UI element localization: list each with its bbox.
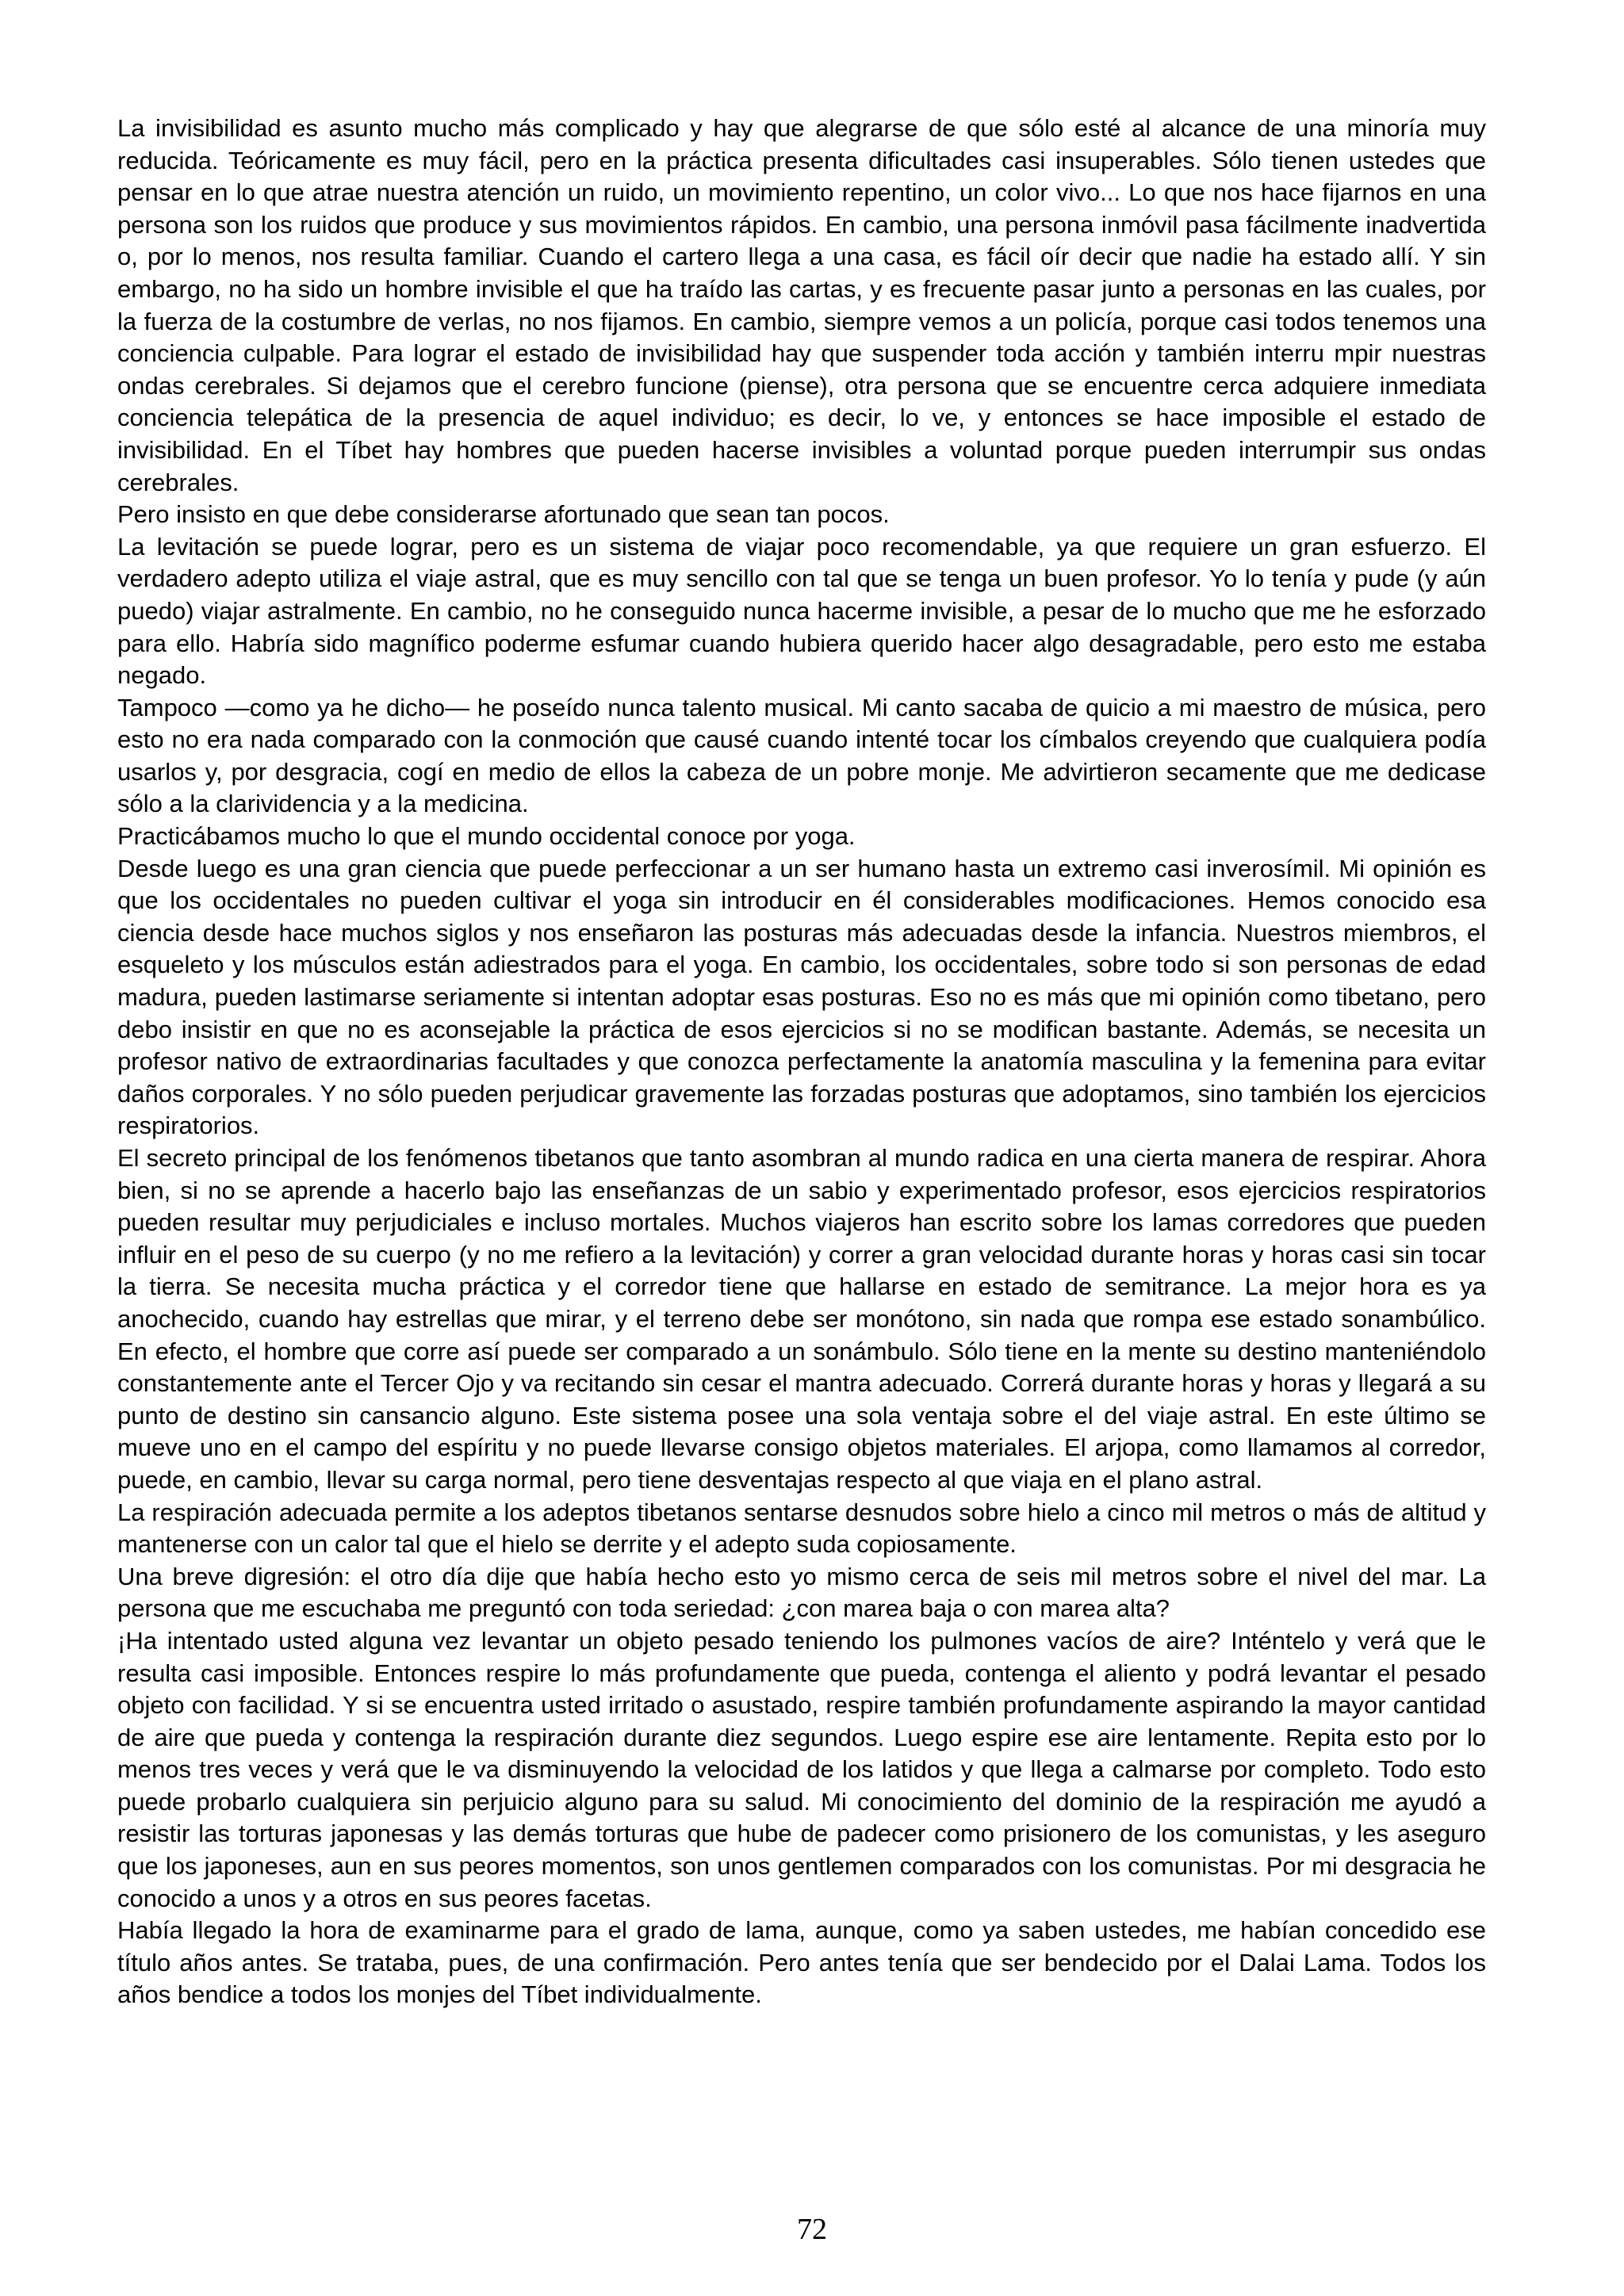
page-number: 72: [797, 2213, 827, 2246]
paragraph: El secreto principal de los fenómenos tibetanos que tanto asombran al mundo radica en una cierta manera de respirar. Ahora bien, si no se aprende a hacerlo bajo las enseñanzas de un sabio y experimentado profesor, esos ejercicios respiratorios pueden resultar muy perjudiciales e incluso mortales. Muchos viajeros han escrito sobre los lamas corredores que pueden influir en el peso de su cuerpo (y no me refiero a la levitación) y correr a gran velocidad durante horas y horas casi sin tocar la tierra. Se necesita mucha práctica y el corredor tiene que hallarse en estado de semitrance. La mejor hora es ya anochecido, cuando hay estrellas que mirar, y el terreno debe ser monótono, sin nada que rompa ese estado sonambúlico. En efecto, el hombre que corre así puede ser comparado a un sonámbulo. Sólo tiene en la mente su destino manteniéndolo constantemente ante el Tercer Ojo y va recitando sin cesar el mantra adecuado. Correrá durante horas y horas y llegará a su punto de destino sin cansancio alguno. Este sistema posee una sola ventaja sobre el del viaje astral. En este último se mueve uno en el campo del espíritu y no puede llevarse consigo objetos materiales. El arjopa, como llamamos al corredor, puede, en cambio, llevar su carga normal, pero tiene desventajas respecto al que viaja en el plano astral.: [117, 1144, 1486, 1494]
paragraph: Una breve digresión: el otro día dije que había hecho esto yo mismo cerca de seis mil metros sobre el nivel del mar. La persona que me escuchaba me preguntó con toda seriedad: ¿con marea baja o con marea alta?: [117, 1562, 1486, 1623]
paragraph: Desde luego es una gran ciencia que puede perfeccionar a un ser humano hasta un extremo casi inverosímil. Mi opinión es que los occidentales no pueden cultivar el yoga sin introducir en él considerables modificaciones. Hemos conocido esa ciencia desde hace muchos siglos y nos enseñaron las posturas más adecuadas desde la infancia. Nuestros miembros, el esqueleto y los músculos están adiestrados para el yoga. En cambio, los occidentales, sobre todo si son personas de edad madura, pueden lastimarse seriamente si intentan adoptar esas posturas. Eso no es más que mi opinión como tibetano, pero debo insistir en que no es aconsejable la práctica de esos ejercicios si no se modifican bastante. Además, se necesita un profesor nativo de extraordinarias facultades y que conozca perfectamente la anatomía masculina y la femenina para evitar daños corporales. Y no sólo pueden perjudicar gravemente las forzadas posturas que adoptamos, sino también los ejercicios respiratorios.: [117, 854, 1486, 1140]
paragraph: La invisibilidad es asunto mucho más complicado y hay que alegrarse de que sólo esté al alcance de una minoría muy reducida. Teóricamente es muy fácil, pero en la práctica presenta dificultades casi insuperables. Sólo tienen ustedes que pensar en lo que atrae nuestra atención un ruido, un movimiento repentino, un color vivo... Lo que nos hace fijarnos en una persona son los ruidos que produce y sus movimientos rápidos. En cambio, una persona inmóvil pasa fácilmente inadvertida o, por lo menos, nos resulta familiar. Cuando el cartero llega a una casa, es fácil oír decir que nadie ha estado allí. Y sin embargo, no ha sido un hombre invisible el que ha traído las cartas, y es frecuente pasar junto a personas en las cuales, por la fuerza de la costumbre de verlas, no nos fijamos. En cambio, siempre vemos a un policía, porque casi todos tenemos una conciencia culpable. Para lograr el estado de invisibilidad hay que suspender toda acción y también interru mpir nuestras ondas cerebrales. Si dejamos que el cerebro funcione (piense), otra persona que se encuentre cerca adquiere inmediata conciencia telepática de la presencia de aquel individuo; es decir, lo ve, y entonces se hace imposible el estado de invisibilidad. En el Tíbet hay hombres que pueden hacerse invisibles a voluntad porque pueden interrumpir sus ondas cerebrales.: [117, 114, 1486, 496]
paragraph: La respiración adecuada permite a los adeptos tibetanos sentarse desnudos sobre hielo a cinco mil metros o más de altitud y mantenerse con un calor tal que el hielo se derrite y el adepto suda copiosamente.: [117, 1498, 1486, 1559]
paragraph: La levitación se puede lograr, pero es un sistema de viajar poco recomendable, ya que requiere un gran esfuerzo. El verdadero adepto utiliza el viaje astral, que es muy sencillo con tal que se tenga un buen profesor. Yo lo tenía y pude (y aún puedo) viajar astralmente. En cambio, no he conseguido nunca hacerme invisible, a pesar de lo mucho que me he esforzado para ello. Habría sido magnífico poderme esfumar cuando hubiera querido hacer algo desagradable, pero esto me estaba negado.: [117, 532, 1486, 690]
paragraph: Tampoco —como ya he dicho— he poseído nunca talento musical. Mi canto sacaba de quicio a mi maestro de música, pero esto no era nada comparado con la conmoción que causé cuando intenté tocar los címbalos creyendo que cualquiera podía usarlos y, por desgracia, cogí en medio de ellos la cabeza de un pobre monje. Me advirtieron secamente que me dedicase sólo a la clarividencia y a la medicina.: [117, 693, 1486, 818]
page-body: [117, 113, 1486, 2206]
paragraph: Practicábamos mucho lo que el mundo occidental conoce por yoga.: [117, 822, 856, 851]
paragraph: Había llegado la hora de examinarme para el grado de lama, aunque, como ya saben ustedes, me habían concedido ese título años antes. Se trataba, pues, de una confirmación. Pero antes tenía que ser bendecido por el Dalai Lama. Todos los años bendice a todos los monjes del Tíbet individualmente.: [117, 1916, 1486, 2009]
paragraph: Pero insisto en que debe considerarse afortunado que sean tan pocos.: [117, 500, 890, 529]
paragraph: ¡Ha intentado usted alguna vez levantar un objeto pesado teniendo los pulmones vacíos de aire? Inténtelo y verá que le resulta casi imposible. Entonces respire lo más profundamente que pueda, contenga el aliento y podrá levantar el pesado objeto con facilidad. Y si se encuentra usted irritado o asustado, respire también profundamente aspirando la mayor cantidad de aire que pueda y contenga la respiración durante diez segundos. Luego espire ese aire lentamente. Repita esto por lo menos tres veces y verá que le va disminuyendo la velocidad de los latidos y que llega a calmarse por completo. Todo esto puede probarlo cualquiera sin perjuicio alguno para su salud. Mi conocimiento del dominio de la respiración me ayudó a resistir las torturas japonesas y las demás torturas que hube de padecer como prisionero de los comunistas, y les aseguro que los japoneses, aun en sus peores momentos, son unos gentlemen comparados con los comunistas. Por mi desgracia he conocido a unos y a otros en sus peores facetas.: [117, 1626, 1486, 1912]
